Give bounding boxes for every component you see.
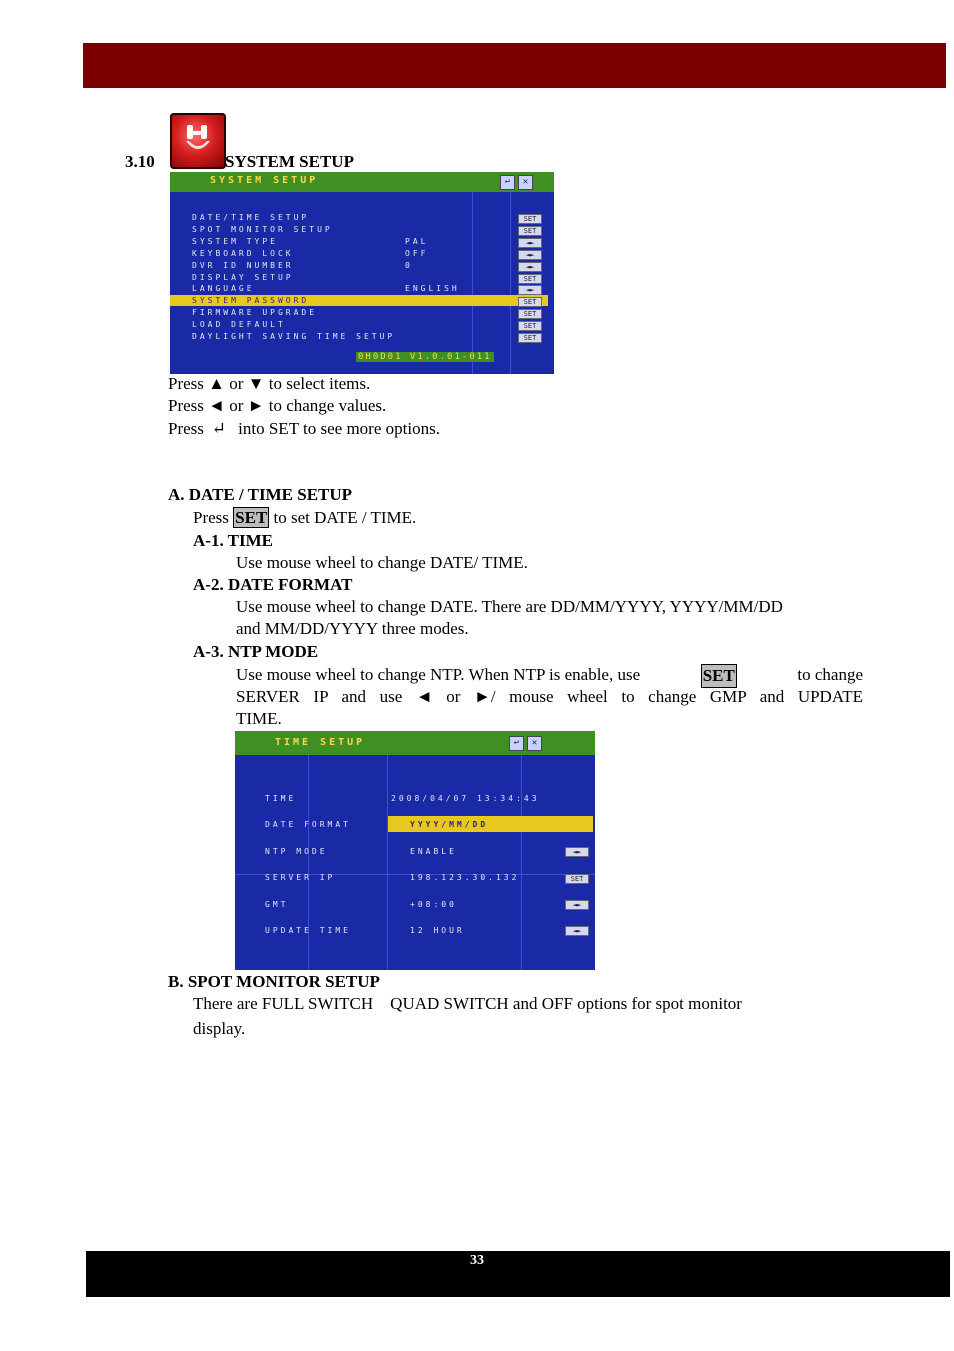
osd-back-icon: ↩: [509, 736, 524, 751]
osd-row-label: DATE FORMAT: [265, 820, 351, 829]
section-title: SYSTEM SETUP: [225, 152, 354, 171]
osd-row-value: YYYY/MM/DD: [410, 820, 489, 829]
osd-row-label: DAYLIGHT SAVING TIME SETUP: [192, 332, 396, 341]
osd-row-control: ◄►: [565, 926, 589, 936]
section-b-text-line2: display.: [193, 1019, 246, 1038]
time-setup-screenshot: [235, 731, 595, 970]
osd-row-control: SET: [518, 226, 542, 236]
osd-row-label: DISPLAY SETUP: [192, 273, 294, 282]
a1-text: Use mouse wheel to change DATE/ TIME.: [236, 553, 528, 572]
osd-row-control: ◄►: [518, 285, 542, 295]
osd-row-label: SPOT MONITOR SETUP: [192, 225, 333, 234]
osd-row-value: 2008/04/07 13:34:43: [391, 794, 540, 803]
system-setup-screenshot: [170, 172, 554, 374]
a2-text-line1: Use mouse wheel to change DATE. There are DD/MM/YYYY, YYYY/MM/DD: [236, 597, 783, 616]
osd-row-value: 198.123.30.132: [410, 873, 520, 882]
osd-row-value: 12 HOUR: [410, 926, 465, 935]
instruction-enter: Press ↵ into SET to see more options.: [168, 419, 440, 438]
osd-row-label: GMT: [265, 900, 289, 909]
osd-row-label: LOAD DEFAULT: [192, 320, 286, 329]
osd-title: TIME SETUP: [275, 737, 366, 748]
section-a-intro: Press SET to set DATE / TIME.: [193, 508, 417, 527]
osd-row-control: SET: [518, 309, 542, 319]
osd-title: SYSTEM SETUP: [210, 175, 319, 186]
section-b-text-line1: There are FULL SWITCH QUAD SWITCH and OFF options for spot monitor: [193, 994, 742, 1013]
osd-row-label: NTP MODE: [265, 847, 328, 856]
a2-heading: A-2. DATE FORMAT: [193, 575, 353, 594]
osd-row-control: ◄►: [518, 238, 542, 248]
right-arrow-icon: ►: [247, 396, 265, 415]
osd-row-control: SET: [518, 274, 542, 284]
osd-row-value: ENABLE: [410, 847, 457, 856]
osd-row-label: FIRMWARE UPGRADE: [192, 308, 318, 317]
osd-row-control: SET: [518, 297, 542, 307]
instruction-change: Press ◄ or ► to change values.: [168, 396, 387, 415]
osd-version: 0H0D01 V1.0.01-011: [358, 352, 492, 362]
set-key-label: SET: [701, 664, 737, 688]
osd-row-control: SET: [565, 874, 589, 884]
osd-row-label: DATE/TIME SETUP: [192, 213, 310, 222]
osd-row-label: DVR ID NUMBER: [192, 261, 294, 270]
osd-row-control: ◄►: [518, 250, 542, 260]
osd-row-control: ◄►: [565, 847, 589, 857]
osd-row-value: +08:00: [410, 900, 457, 909]
osd-row-label: TIME: [265, 794, 297, 803]
osd-row-value: OFF: [405, 249, 429, 258]
a3-heading: A-3. NTP MODE: [193, 642, 319, 661]
section-a-heading: A. DATE / TIME SETUP: [168, 485, 353, 504]
osd-row-control: SET: [518, 333, 542, 343]
a1-heading: A-1. TIME: [193, 531, 273, 550]
page-number: 33: [470, 1253, 484, 1268]
osd-row-label: KEYBOARD LOCK: [192, 249, 294, 258]
a2-text-line2: and MM/DD/YYYY three modes.: [236, 619, 469, 638]
osd-row-label: SYSTEM PASSWORD: [192, 296, 310, 305]
section-number: 3.10: [125, 152, 155, 171]
section-b-heading: B. SPOT MONITOR SETUP: [168, 972, 380, 991]
enter-key-icon: ↵: [211, 419, 227, 438]
osd-row-value: 0: [405, 261, 413, 270]
osd-row-value: ENGLISH: [405, 284, 460, 293]
a3-text-line2: SERVER IP and use ◄ or ►/ mouse wheel to change GMP and UPDATE: [236, 687, 863, 706]
header-bar: [83, 43, 946, 88]
osd-close-icon: ✕: [527, 736, 542, 751]
osd-row-control: ◄►: [518, 262, 542, 272]
set-key-label: SET: [235, 508, 268, 527]
osd-row-value: PAL: [405, 237, 429, 246]
up-arrow-icon: ▲: [208, 374, 225, 393]
down-arrow-icon: ▼: [247, 374, 265, 393]
osd-row-label: SYSTEM TYPE: [192, 237, 278, 246]
osd-row-label: SERVER IP: [265, 873, 336, 882]
a3-text-line1: Use mouse wheel to change NTP. When NTP is enable, use SET to change: [236, 664, 863, 688]
osd-row-control: SET: [518, 214, 542, 224]
instruction-select: Press ▲ or ▼ to select items.: [168, 374, 371, 393]
osd-back-icon: ↩: [500, 175, 515, 190]
osd-close-icon: ✕: [518, 175, 533, 190]
osd-row-label: UPDATE TIME: [265, 926, 351, 935]
osd-row-label: LANGUAGE: [192, 284, 255, 293]
a3-text-line3: TIME.: [236, 709, 282, 728]
osd-row-control: SET: [518, 321, 542, 331]
left-arrow-icon: ◄: [208, 396, 225, 415]
system-setup-icon: [170, 113, 226, 169]
osd-row-control: ◄►: [565, 900, 589, 910]
